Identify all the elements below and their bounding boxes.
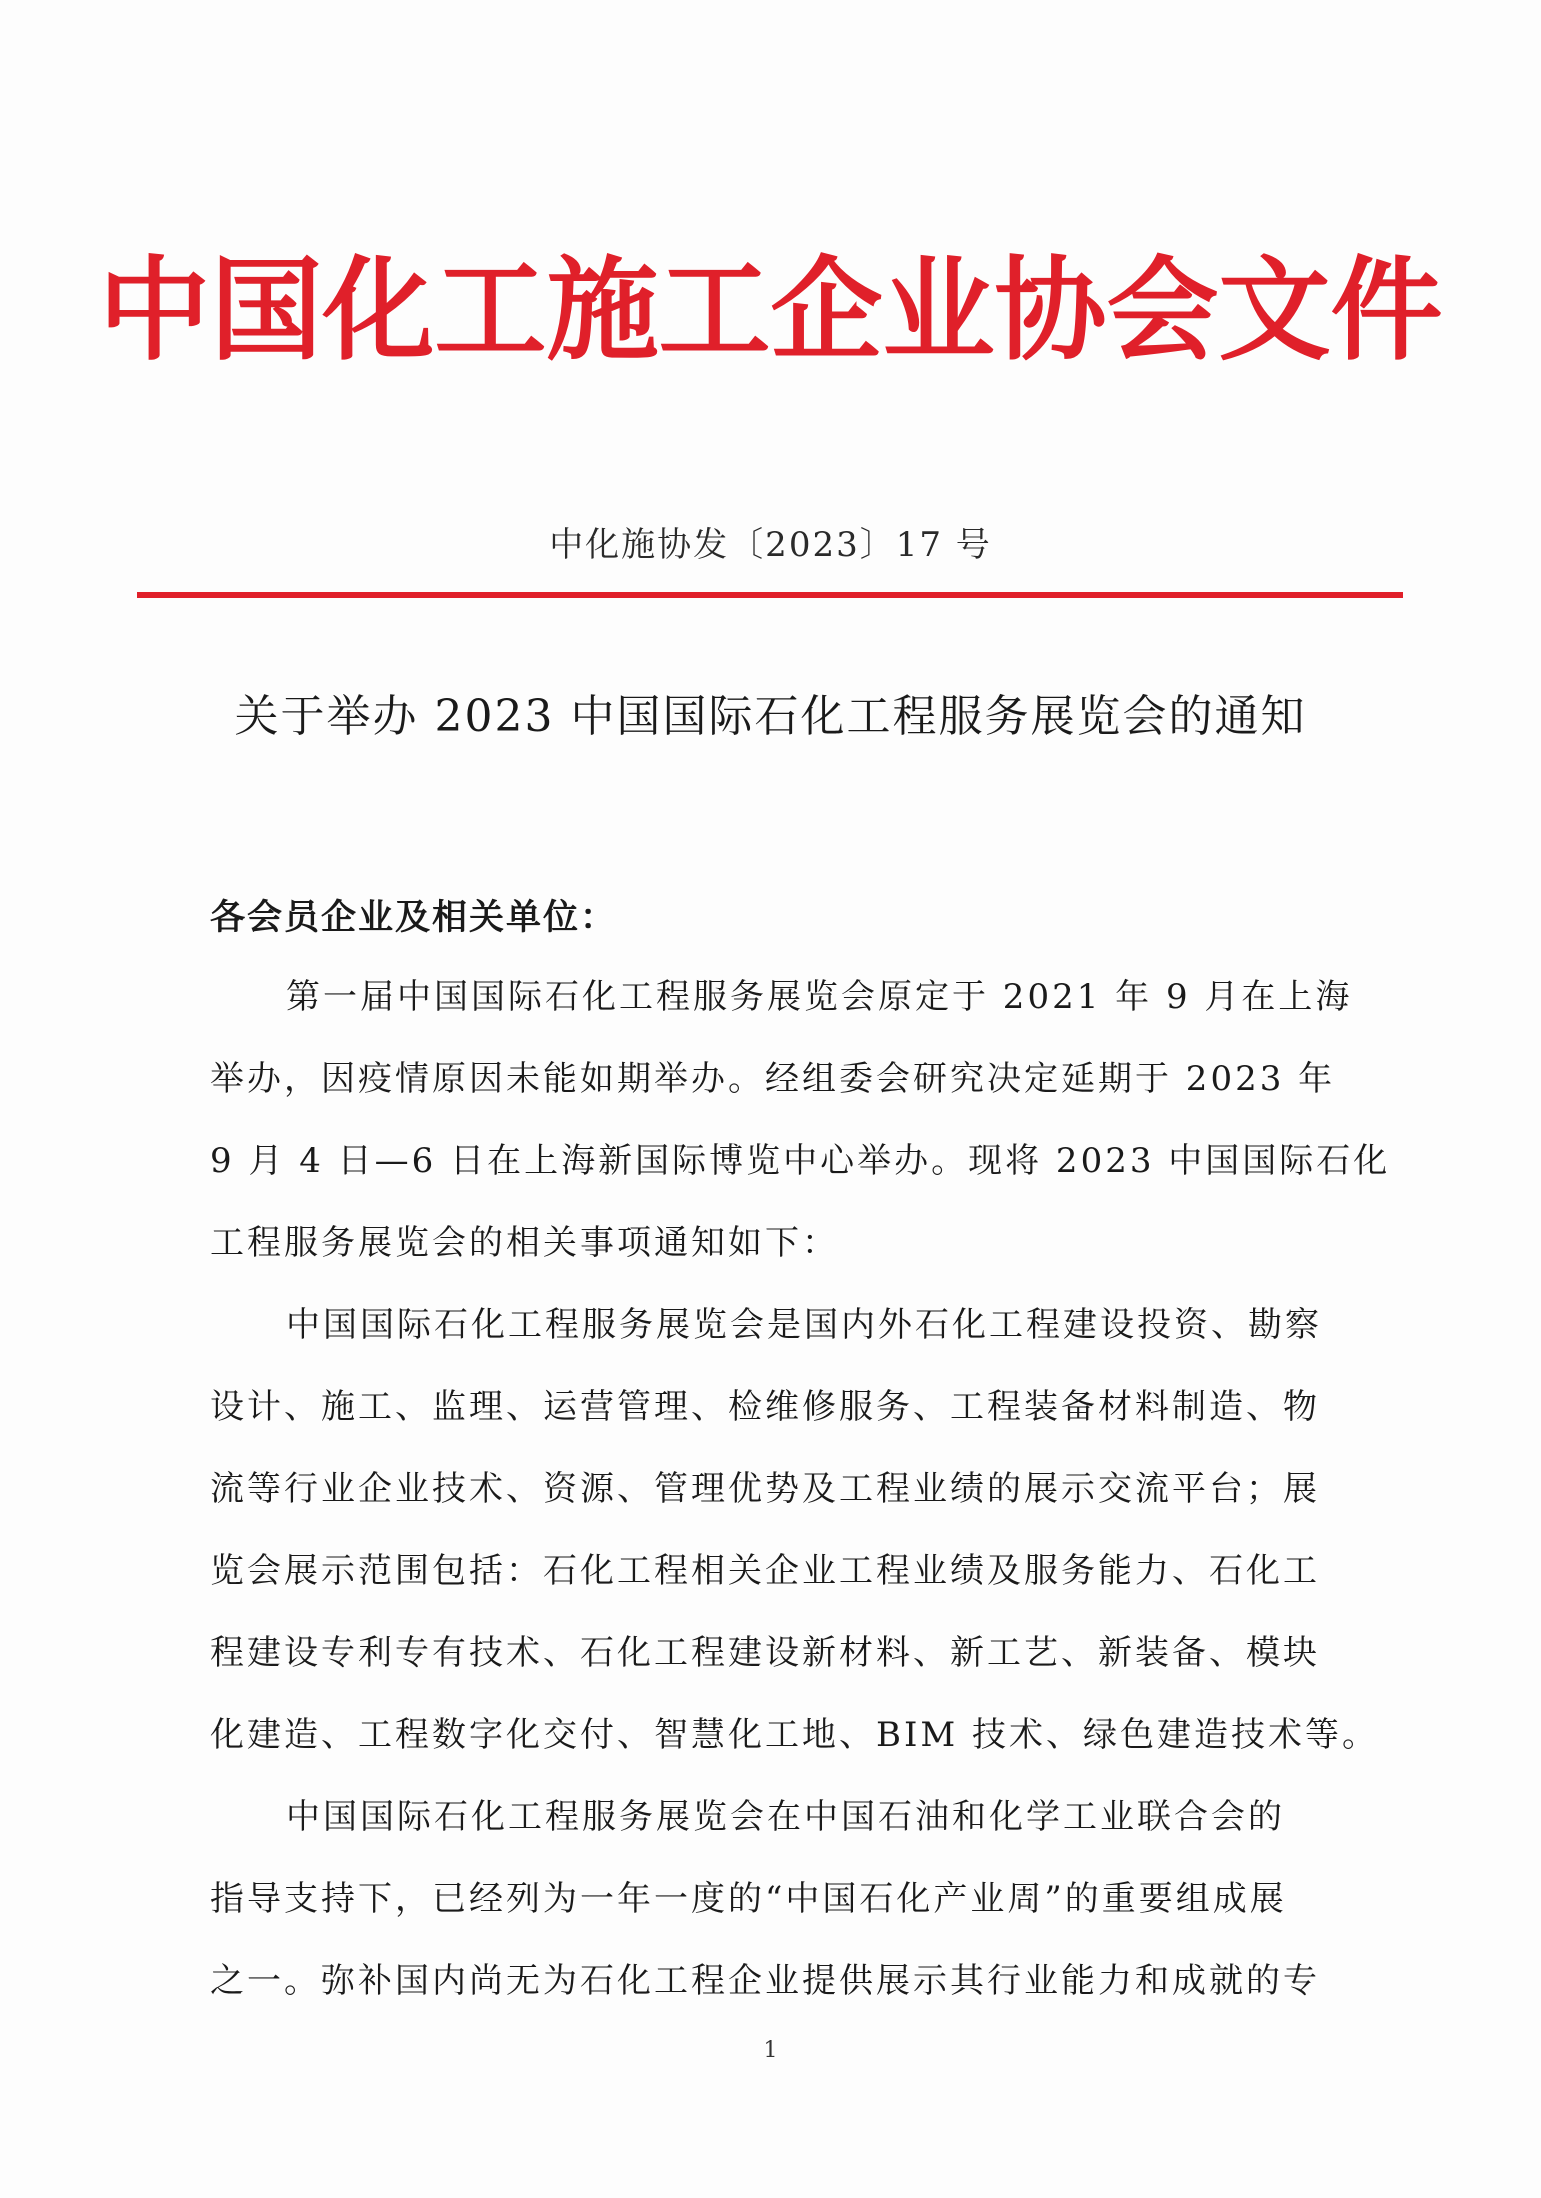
paragraph-line: 举办，因疫情原因未能如期举办。经组委会研究决定延期于 2023 年	[210, 1059, 1336, 1099]
paragraph-line: 流等行业企业技术、资源、管理优势及工程业绩的展示交流平台；展	[210, 1469, 1320, 1509]
salutation: 各会员企业及相关单位：	[210, 897, 618, 938]
paragraph-line: 化建造、工程数字化交付、智慧化工地、BIM 技术、绿色建造技术等。	[210, 1715, 1380, 1755]
paragraph-line: 设计、施工、监理、运营管理、检维修服务、工程装备材料制造、物	[210, 1387, 1320, 1427]
paragraph-line: 工程服务展览会的相关事项通知如下：	[210, 1223, 839, 1263]
paragraph-line: 中国国际石化工程服务展览会是国内外石化工程建设投资、勘察	[286, 1305, 1322, 1345]
page-number: 1	[763, 2038, 778, 2063]
paragraph-line: 指导支持下，已经列为一年一度的“中国石化产业周”的重要组成展	[210, 1879, 1287, 1919]
paragraph-2	[210, 1284, 1380, 1776]
paragraph-line: 9 月 4 日—6 日在上海新国际博览中心举办。现将 2023 中国国际石化	[210, 1141, 1391, 1181]
paragraph-line: 第一届中国国际石化工程服务展览会原定于 2021 年 9 月在上海	[286, 977, 1353, 1017]
notice-title: 关于举办 2023 中国国际石化工程服务展览会的通知	[234, 691, 1307, 742]
red-divider-line	[137, 592, 1403, 598]
paragraph-line: 之一。弥补国内尚无为石化工程企业提供展示其行业能力和成就的专	[210, 1961, 1320, 2001]
paragraph-line: 览会展示范围包括：石化工程相关企业工程业绩及服务能力、石化工	[210, 1551, 1320, 1591]
masthead-title: 中国化工施工企业协会文件	[98, 246, 1443, 376]
paragraph-3	[210, 1776, 1320, 2022]
paragraph-line: 程建设专利专有技术、石化工程建设新材料、新工艺、新装备、模块	[210, 1633, 1320, 1673]
paragraph-line: 中国国际石化工程服务展览会在中国石油和化学工业联合会的	[286, 1797, 1285, 1837]
paragraph-1	[210, 956, 1391, 1284]
document-number: 中化施协发〔2023〕17 号	[549, 525, 992, 565]
